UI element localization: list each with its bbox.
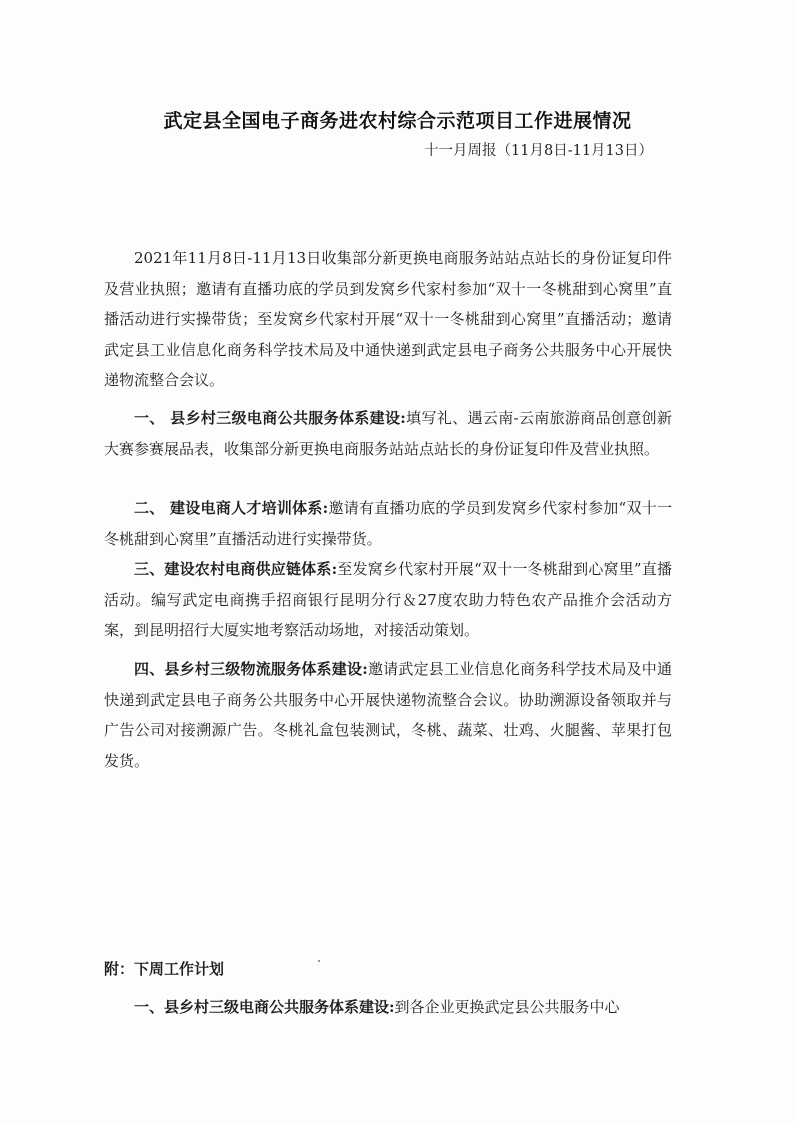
section-3-heading: 三、建设农村电商供应链体系: [134,560,338,578]
document-title: 武定县全国电子商务进农村综合示范项目工作进展情况 [163,110,632,132]
section-4-heading: 四、县乡村三级物流服务体系建设: [134,660,368,678]
document-subtitle: 十一月周报（11月8日-11月13日） [424,143,653,159]
scan-speck [318,960,320,962]
section-1-text: 填写礼、遇云南-云南旅游商品创意创新大赛参赛展品表，收集部分新更换电商服务站站点站长的身份证复印件及营业执照。 [104,409,672,458]
appendix-item-1-heading: 一、县乡村三级电商公共服务体系建设: [134,998,395,1016]
section-1-heading: 一、 县乡村三级电商公共服务体系建设: [134,409,406,427]
section-4-text: 邀请武定县工业信息化商务科学技术局及中通快递到武定县电子商务公共服务中心开展快递物流整合会议。协助溯源设备领取并与广告公司对接溯源广告。冬桃礼盒包装测试，冬桃、蔬菜、壮鸡、火腿酱、苹果打包发货。 [104,660,672,770]
intro-paragraph [104,243,672,396]
appendix-item-1-text: 到各企业更换武定县公共服务中心 [394,998,620,1016]
section-1 [104,403,672,464]
appendix-heading: 附：下周工作计划 [104,960,225,978]
section-3-text: 至发窝乡代家村开展“双十一冬桃甜到心窝里”直播活动。编写武定电商携手招商银行昆明分行＆27度农助力特色农产品推介会活动方案，到昆明招行大厦实地考察活动场地，对接活动策划。 [104,560,672,639]
appendix-item-1 [104,992,672,1023]
section-2-text: 邀请有直播功底的学员到发窝乡代家村参加“双十一冬桃甜到心窝里”直播活动进行实操带货。 [104,499,672,548]
section-2 [104,493,672,554]
section-4 [104,654,672,776]
section-3 [104,554,672,646]
section-2-heading: 二、 建设电商人才培训体系: [134,499,329,517]
intro-text: 2021年11月8日-11月13日收集部分新更换电商服务站站点站长的身份证复印件及营业执照；邀请有直播功底的学员到发窝乡代家村参加“双十一冬桃甜到心窝里”直播活动进行实操带货；至发窝乡代家村开展“双十一冬桃甜到心窝里”直播活动；邀请武定县工业信息化商务科学技术局及中通快递到武定县电子商务公共服务中心开展快递物流整合会议。 [104,249,672,389]
